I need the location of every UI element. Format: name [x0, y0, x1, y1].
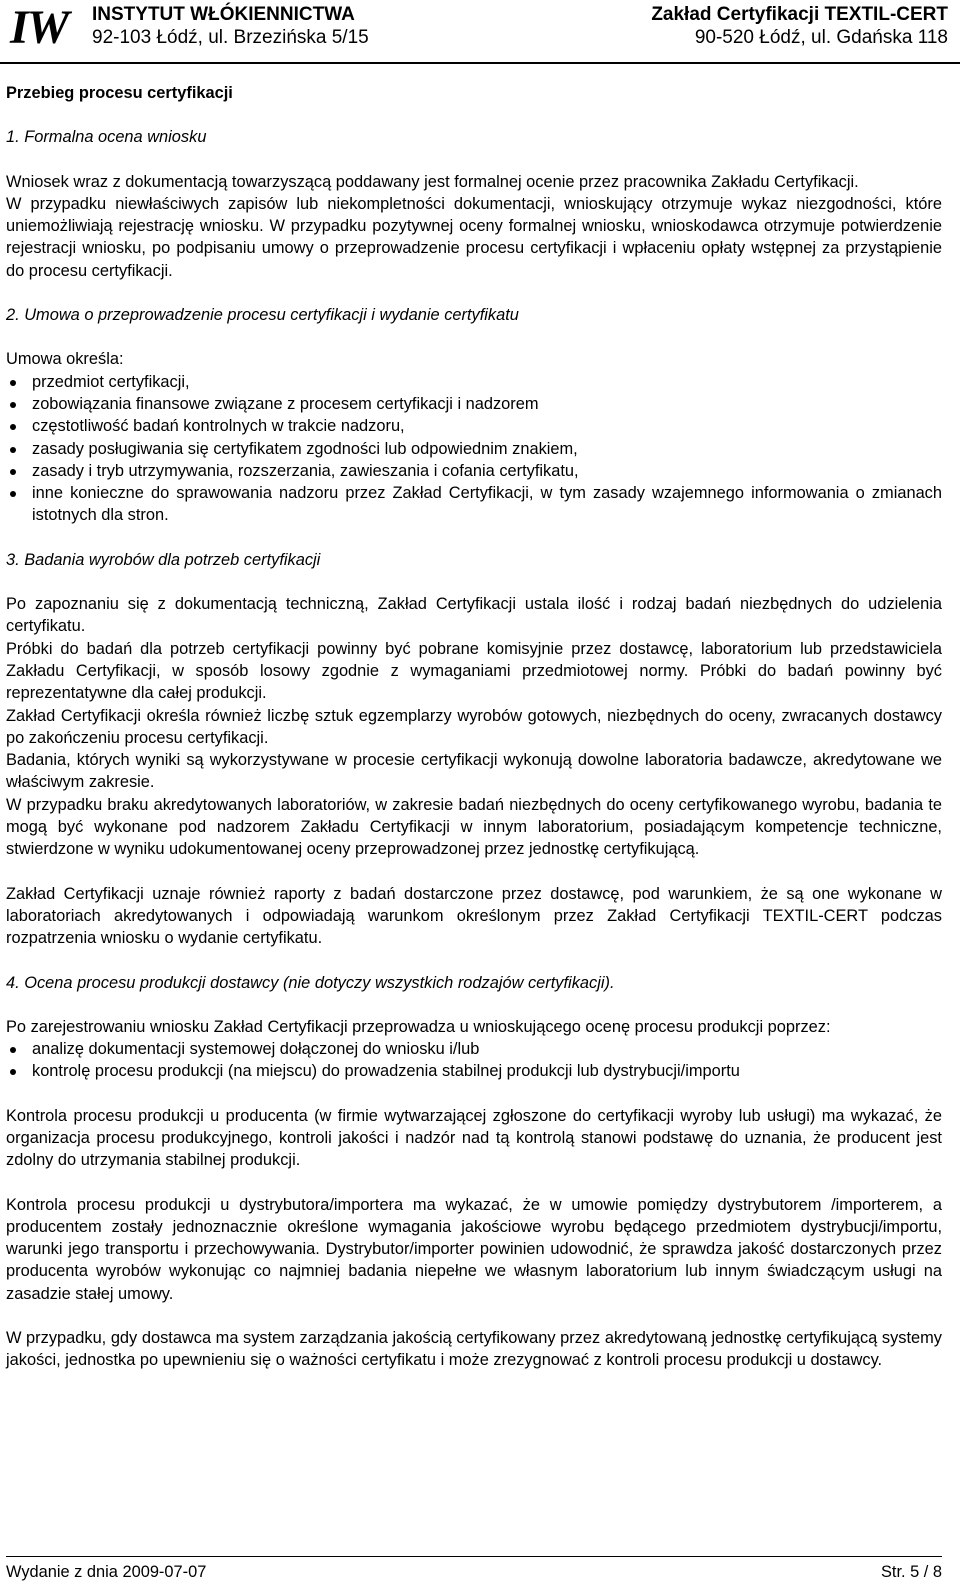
section-2-heading: 2. Umowa o przeprowadzenie procesu certyfikacji i wydanie certyfikatu — [6, 306, 519, 325]
section-4-intro: Po zarejestrowaniu wniosku Zakład Certyfikacji przeprowadza u wnioskującego ocenę procesu produkcji poprzez: — [6, 1017, 831, 1036]
document-body — [6, 76, 942, 1372]
department-info — [651, 4, 948, 50]
list-item: inne konieczne do sprawowania nadzoru przez Zakład Certyfikacji, w tym zasady wzajemnego informowania o zmianach istotnych dla stron. — [6, 482, 942, 527]
section-3-paragraph: W przypadku braku akredytowanych laboratoriów, w zakresie badań niezbędnych do oceny certyfikowanego wyrobu, badania te mogą być wykonane pod nadzorem Zakładu Certyfikacji w innym laboratorium, posiadającym kompetencje techniczne, stwierdzone w wyniku udokumentowanej oceny przeprowadzonej przez jednostkę certyfikującą. — [6, 795, 942, 859]
institute-info — [92, 4, 369, 50]
page-footer — [6, 1556, 942, 1583]
section-4-paragraph: W przypadku, gdy dostawca ma system zarządzania jakością certyfikowany przez akredytowaną jednostkę certyfikującą systemy jakości, jednostka po upewnieniu się o ważności certyfikatu i może zrezygnować z kontroli procesu produkcji u dostawcy. — [6, 1329, 942, 1370]
section-2-list — [6, 371, 942, 527]
institute-address: 92-103 Łódź, ul. Brzezińska 5/15 — [92, 27, 369, 48]
department-name: Zakład Certyfikacji TEXTIL-CERT — [651, 4, 948, 25]
section-1-paragraph: Wniosek wraz z dokumentacją towarzyszącą poddawany jest formalnej ocenie przez pracownika Zakładu Certyfikacji. — [6, 172, 859, 191]
section-3-paragraph: Zakład Certyfikacji uznaje również raporty z badań dostarczone przez dostawcę, pod warunkiem, że są one wykonane w laboratoriach akredytowanych i odpowiadają warunkom określonym przez Zakład Certyfikacji TEXTIL-CERT podczas rozpatrzenia wniosku o wydanie certyfikatu. — [6, 884, 942, 948]
page-header — [0, 0, 960, 64]
section-2-intro: Umowa określa: — [6, 350, 124, 369]
section-4-paragraph: Kontrola procesu produkcji u producenta (w firmie wytwarzającej zgłoszone do certyfikacji wyroby lub usługi) ma wykazać, że organizacja procesu produkcyjnego, kontroli jakości i nadzór nad tą kontrolą stanowi podstawę do uznania, że producent jest zdolny do utrzymania stabilnej produkcji. — [6, 1106, 942, 1170]
section-3-heading: 3. Badania wyrobów dla potrzeb certyfikacji — [6, 550, 321, 569]
section-3-paragraph: Po zapoznaniu się z dokumentacją techniczną, Zakład Certyfikacji ustala ilość i rodzaj badań niezbędnych do udzielenia certyfikatu. — [6, 595, 942, 636]
list-item: kontrolę procesu produkcji (na miejscu) do prowadzenia stabilnej produkcji lub dystrybucji/importu — [6, 1060, 942, 1082]
list-item: zasady i tryb utrzymywania, rozszerzania, zawieszania i cofania certyfikatu, — [6, 460, 942, 482]
institute-logo: IW — [10, 1, 68, 54]
list-item: zasady posługiwania się certyfikatem zgodności lub odpowiednim znakiem, — [6, 438, 942, 460]
section-1-heading: 1. Formalna ocena wniosku — [6, 128, 207, 147]
list-item: częstotliwość badań kontrolnych w trakcie nadzoru, — [6, 415, 942, 437]
list-item: przedmiot certyfikacji, — [6, 371, 942, 393]
section-4-heading: 4. Ocena procesu produkcji dostawcy (nie dotyczy wszystkich rodzajów certyfikacji). — [6, 973, 615, 992]
department-address: 90-520 Łódź, ul. Gdańska 118 — [694, 27, 948, 48]
edition-date: Wydanie z dnia 2009-07-07 — [6, 1563, 207, 1581]
section-4-paragraph: Kontrola procesu produkcji u dystrybutora/importera ma wykazać, że w umowie pomiędzy dystrybutorem /importerem, a producentem zostały jednoznacznie określone wymagania jakościowe wyrobu będącego przedmiotem dystrybucji/importu, warunki jego transportu i przechowywania. Dystrybutor/importer powinien udowodnić, że sprawdza jakość dostarczonych przez producenta wyrobów wykonując co najmniej badania niepełne we własnym laboratorium lub innym świadczącym usługi na zasadzie stałej umowy. — [6, 1195, 942, 1303]
section-3-paragraph: Badania, których wyniki są wykorzystywane w procesie certyfikacji wykonują dowolne laboratoria badawcze, akredytowane we właściwym zakresie. — [6, 751, 942, 792]
page-number: Str. 5 / 8 — [880, 1563, 942, 1581]
section-4-list — [6, 1038, 942, 1083]
list-item: analizę dokumentacji systemowej dołączonej do wniosku i/lub — [6, 1038, 942, 1060]
list-item: zobowiązania finansowe związane z procesem certyfikacji i nadzorem — [6, 393, 942, 415]
institute-name: INSTYTUT WŁÓKIENNICTWA — [92, 4, 355, 25]
document-title: Przebieg procesu certyfikacji — [6, 84, 233, 102]
section-1-paragraph: W przypadku niewłaściwych zapisów lub niekompletności dokumentacji, wnioskujący otrzymuje wykaz niezgodności, które uniemożliwiają rejestrację wniosku. W przypadku pozytywnej oceny formalnej wniosku, wnioskodawca otrzymuje potwierdzenie rejestracji wniosku, po podpisaniu umowy o przeprowadzenie procesu certyfikacji i wpłaceniu opłaty wstępnej za przystąpienie do procesu certyfikacji. — [6, 194, 942, 280]
section-3-paragraph: Próbki do badań dla potrzeb certyfikacji powinny być pobrane komisyjnie przez dostawcę, laboratorium lub przedstawiciela Zakładu Certyfikacji, w sposób losowy zgodnie z wymaganiami przedmiotowej normy. Próbki do badań powinny być reprezentatywne dla całej produkcji. — [6, 639, 942, 703]
section-3-paragraph: Zakład Certyfikacji określa również liczbę sztuk egzemplarzy wyrobów gotowych, niezbędnych do oceny, zwracanych dostawcy po zakończeniu procesu certyfikacji. — [6, 706, 942, 747]
